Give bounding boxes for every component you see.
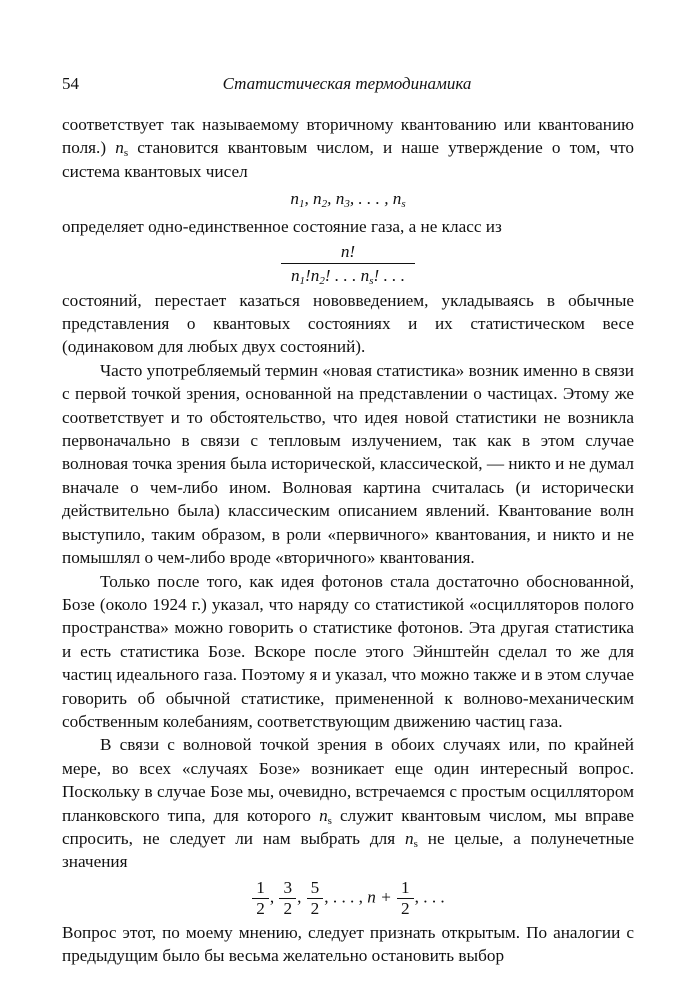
text-segment: становится квантовым числом, и наше утверждение о том, что система квантовых чисел (62, 138, 634, 181)
math-variable: n (290, 265, 300, 285)
math-separator: , (327, 189, 336, 209)
math-variable: n (319, 805, 328, 825)
math-subscript: 2 (321, 198, 328, 211)
math-subscript: s (123, 147, 129, 160)
paragraph-7: Вопрос этот, по моему мнению, следует признать открытым. По аналогии с предыдущим было бы весьма желательно остановить выбор (62, 922, 634, 966)
math-separator: , (297, 887, 306, 907)
running-title: Статистическая термодинамика (222, 74, 472, 93)
fraction-numerator: 5 (307, 878, 324, 899)
fraction-denominator: 2 (256, 898, 265, 918)
paragraph-5: Только после того, как идея фотонов стала достаточно обоснованной, Бозе (около 1924 г.) указал, что наряду со статистикой «осцилляторов полого пространства» можно говорить о статистике фотонов. Эта другая статистика и есть статистика Бозе. Вскоре после этого Эйнштейн сделал то же для частиц идеального газа. Поэтому я и указал, что можно также и в этом случае говорить об обычной статистике, примененной к волново-механическим собственным колебаниям, соответствующим движению частиц газа. (62, 571, 634, 731)
math-variable: n (392, 189, 402, 209)
math-factorial: ! (324, 265, 331, 285)
math-ellipsis: , . . . , (349, 189, 393, 209)
math-variable: n (335, 189, 345, 209)
math-ellipsis: , . . . , (324, 887, 368, 907)
paragraph-1 (62, 113, 634, 183)
page-header (62, 74, 632, 98)
paragraph-2: определяет одно-единственное состояние газа, а не класс из (62, 217, 502, 237)
formula-quantum-numbers (62, 186, 634, 212)
math-factorial: ! (305, 265, 311, 285)
paragraph-4: Часто употребляемый термин «новая статистика» возник именно в связи с первой точкой зрения, основанной на представлении о частицах. Этому же соответствует и то обстоятельство, что идея новой статистики не возникла первоначально в связи с тепловым излучением, так как в этом случае волновая точка зрения была исторической, классической, — никто и не думал вначале о чем-либо ином. Волновая картина считалась (и исторически действительно была) классическим описанием явлений. Квантование волн выступило, таким образом, в роли «первичного» квантования, и никто и не помышлял о чем-либо вроде «вторичного» квантования. (62, 360, 634, 568)
formula-class-fraction (62, 241, 634, 289)
math-subscript: s (413, 837, 418, 850)
fraction-numerator: n! (281, 241, 415, 264)
math-variable: n (313, 189, 322, 209)
math-variable: n (360, 265, 370, 285)
math-expression: n + (367, 887, 397, 907)
fraction-numerator: 1 (397, 878, 414, 899)
text-segment: не целые, а полунечетные значения (62, 828, 635, 872)
fraction-denominator: 2 (310, 898, 320, 918)
page-number: 54 (62, 74, 79, 93)
paragraph-3: состояний, перестает казаться нововведением, укладываясь в обычные представления о квантовых состояниях и их статистическом весе (одинаковом для любых двух состояний). (62, 290, 634, 357)
math-subscript: 3 (344, 198, 350, 211)
math-factorial: ! . . . (373, 265, 406, 285)
paragraph-6 (62, 733, 634, 873)
fraction (397, 878, 414, 919)
math-variable: n (115, 138, 124, 158)
math-subscript: 1 (299, 274, 306, 287)
fraction (279, 878, 296, 919)
math-subscript: 2 (319, 274, 325, 287)
text-segment: служит квантовым числом, мы вправе спросить, не следует ли нам выбрать для (62, 805, 634, 848)
fraction-denominator (281, 264, 415, 288)
math-ellipsis: , . . . (414, 887, 445, 907)
text-segment: соответствует так называемому вторичному квантованию или квантованию поля.) (62, 115, 634, 158)
math-ellipsis: . . . (330, 265, 361, 285)
math-subscript: s (401, 198, 406, 211)
fraction (252, 878, 269, 919)
math-subscript: s (327, 814, 332, 827)
math-variable: n (405, 828, 414, 848)
fraction-numerator: 3 (279, 878, 296, 899)
text-segment: В связи с волновой точкой зрения в обоих случаях или, по крайней мере, во всех «случаях Бозе» возникает еще один интересный вопрос. Поскольку в случае Бозе мы, очевидно, встречаемся с простым осциллятором планковского типа, для которого (62, 735, 634, 825)
math-separator: , (304, 189, 314, 209)
fraction-numerator: 1 (252, 878, 269, 899)
fraction (281, 241, 415, 288)
math-variable: n (310, 265, 320, 285)
math-variable: n (290, 189, 299, 209)
math-subscript: s (369, 274, 374, 287)
fraction-denominator: 2 (401, 898, 410, 918)
fraction-denominator: 2 (283, 898, 293, 918)
math-subscript: 1 (298, 198, 305, 211)
fraction (307, 878, 324, 919)
math-separator: , (269, 887, 279, 907)
body-text (62, 113, 634, 968)
formula-half-odd-values (62, 878, 634, 919)
